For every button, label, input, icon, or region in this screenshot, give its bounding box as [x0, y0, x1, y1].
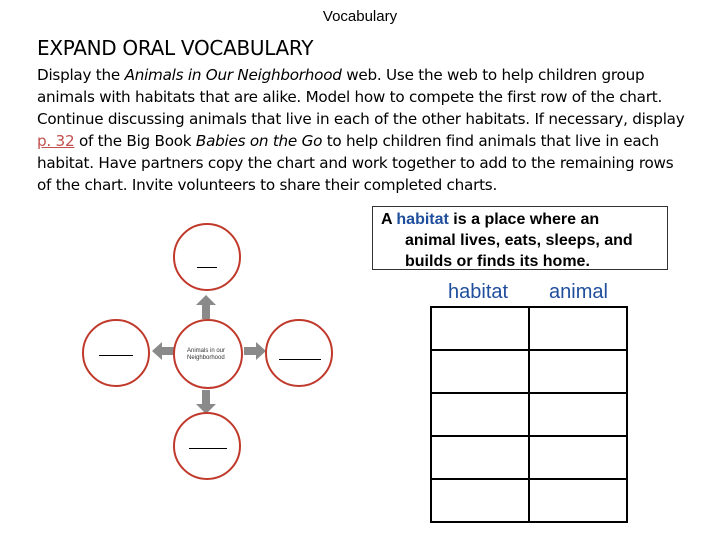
animal-cell[interactable]	[529, 436, 627, 479]
web-circle-right	[265, 319, 333, 387]
table-row	[431, 479, 627, 522]
web-circle-left	[82, 319, 150, 387]
definition-text-1: is a place where an	[448, 211, 600, 228]
web-center-label-line-2: Neighborhood	[187, 355, 225, 361]
arrow-left-icon	[152, 342, 174, 360]
animal-cell[interactable]	[529, 307, 627, 350]
web-blank-left	[99, 355, 133, 356]
definition-prefix: A	[381, 211, 397, 228]
habitat-chart	[430, 306, 628, 523]
chart-header-habitat: habitat	[448, 281, 509, 303]
instructions-text-4: to help children find animals that live in each habitat. Have partners copy the chart and work together to add to the remaining rows of the chart. Invite volunteers to share their completed charts.	[37, 132, 674, 194]
page-link[interactable]: p. 32	[37, 132, 75, 150]
arrow-right-icon	[244, 342, 266, 360]
arrow-up-icon	[196, 295, 216, 319]
habitat-chart-body	[431, 307, 627, 522]
web-blank-top	[197, 267, 217, 268]
web-circle-center	[173, 319, 243, 389]
instructions-text-1: Display the	[37, 66, 125, 84]
animal-cell[interactable]	[529, 350, 627, 393]
definition-box	[372, 206, 668, 270]
habitat-cell[interactable]	[431, 393, 529, 436]
animal-cell[interactable]	[529, 393, 627, 436]
web-center-label-line-1: Animals in our	[187, 348, 226, 354]
table-row	[431, 307, 627, 350]
web-circle-bottom	[173, 412, 241, 480]
arrow-down-icon	[196, 390, 216, 414]
table-row	[431, 436, 627, 479]
animal-cell[interactable]	[529, 479, 627, 522]
instructions-text-2: web. Use the web to help children group animals with habitats that are alike. Model how to compete the first row of the chart. Continue discussing animals that live in each of the other habitats. If necessary, display	[37, 66, 685, 128]
web-circle-top	[173, 223, 241, 291]
web-blank-right	[279, 359, 321, 360]
slide-title: Vocabulary	[322, 8, 398, 25]
chart-header-animal: animal	[549, 281, 608, 303]
definition-text-3: builds or finds its home.	[405, 253, 590, 270]
table-row	[431, 393, 627, 436]
definition-term: habitat	[396, 211, 449, 228]
habitat-cell[interactable]	[431, 436, 529, 479]
habitat-cell[interactable]	[431, 307, 529, 350]
instructions-paragraph	[37, 64, 687, 196]
web-title: Animals in Our Neighborhood	[124, 66, 342, 84]
table-row	[431, 350, 627, 393]
instructions-text-3: of the Big Book	[74, 132, 196, 150]
section-heading: EXPAND ORAL VOCABULARY	[37, 36, 314, 60]
habitat-cell[interactable]	[431, 479, 529, 522]
book-title: Babies on the Go	[195, 132, 323, 150]
definition-text-2: animal lives, eats, sleeps, and	[405, 232, 633, 249]
web-center-label	[187, 348, 243, 362]
habitat-cell[interactable]	[431, 350, 529, 393]
web-blank-bottom	[189, 448, 227, 449]
